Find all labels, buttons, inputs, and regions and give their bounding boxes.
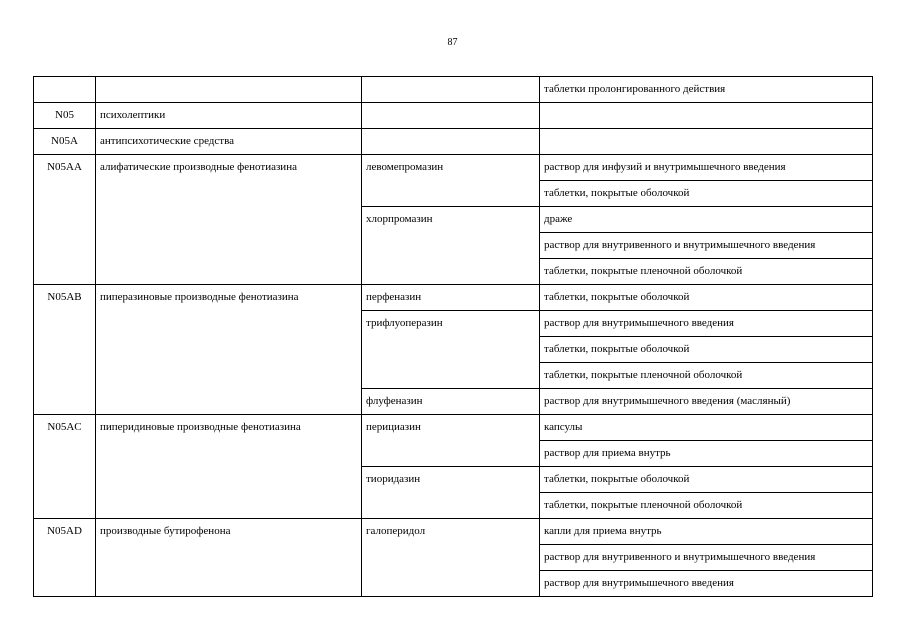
table-row	[34, 129, 873, 155]
dosage-form-cell	[540, 129, 873, 155]
group-name-cell: пиперазиновые производные фенотиазина	[96, 285, 362, 415]
table-row	[34, 155, 873, 181]
dosage-form-cell: раствор для внутримышечного введения	[540, 311, 873, 337]
dosage-form-cell: таблетки, покрытые пленочной оболочкой	[540, 259, 873, 285]
group-name-cell	[96, 77, 362, 103]
group-name-cell: алифатические производные фенотиазина	[96, 155, 362, 285]
drug-table	[33, 76, 873, 597]
dosage-form-cell: таблетки, покрытые пленочной оболочкой	[540, 493, 873, 519]
dosage-form-cell: таблетки, покрытые оболочкой	[540, 467, 873, 493]
atc-code-cell: N05AC	[34, 415, 96, 519]
dosage-form-cell: капли для приема внутрь	[540, 519, 873, 545]
drug-name-cell: тиоридазин	[362, 467, 540, 519]
drug-name-cell: левомепромазин	[362, 155, 540, 207]
table-row	[34, 103, 873, 129]
drug-name-cell: хлорпромазин	[362, 207, 540, 285]
page-number: 87	[447, 37, 458, 48]
group-name-cell: психолептики	[96, 103, 362, 129]
table-row	[34, 519, 873, 545]
drug-name-cell	[362, 77, 540, 103]
drug-name-cell: галоперидол	[362, 519, 540, 597]
dosage-form-cell: раствор для приема внутрь	[540, 441, 873, 467]
dosage-form-cell	[540, 103, 873, 129]
group-name-cell: пиперидиновые производные фенотиазина	[96, 415, 362, 519]
drug-name-cell: перициазин	[362, 415, 540, 467]
dosage-form-cell: раствор для внутримышечного введения (масляный)	[540, 389, 873, 415]
atc-code-cell: N05AD	[34, 519, 96, 597]
group-name-cell: антипсихотические средства	[96, 129, 362, 155]
table-row	[34, 285, 873, 311]
dosage-form-cell: таблетки пролонгированного действия	[540, 77, 873, 103]
dosage-form-cell: таблетки, покрытые оболочкой	[540, 285, 873, 311]
table-row	[34, 415, 873, 441]
drug-name-cell: флуфеназин	[362, 389, 540, 415]
atc-code-cell: N05AA	[34, 155, 96, 285]
drug-name-cell: трифлуоперазин	[362, 311, 540, 389]
dosage-form-cell: раствор для внутривенного и внутримышечного введения	[540, 545, 873, 571]
atc-code-cell: N05	[34, 103, 96, 129]
drug-name-cell: перфеназин	[362, 285, 540, 311]
drug-name-cell	[362, 103, 540, 129]
dosage-form-cell: раствор для внутривенного и внутримышечного введения	[540, 233, 873, 259]
atc-code-cell	[34, 77, 96, 103]
dosage-form-cell: капсулы	[540, 415, 873, 441]
atc-code-cell: N05A	[34, 129, 96, 155]
dosage-form-cell: таблетки, покрытые оболочкой	[540, 181, 873, 207]
group-name-cell: производные бутирофенона	[96, 519, 362, 597]
dosage-form-cell: раствор для инфузий и внутримышечного введения	[540, 155, 873, 181]
dosage-form-cell: таблетки, покрытые оболочкой	[540, 337, 873, 363]
dosage-form-cell: драже	[540, 207, 873, 233]
dosage-form-cell: раствор для внутримышечного введения	[540, 571, 873, 597]
table-row	[34, 77, 873, 103]
atc-code-cell: N05AB	[34, 285, 96, 415]
drug-name-cell	[362, 129, 540, 155]
dosage-form-cell: таблетки, покрытые пленочной оболочкой	[540, 363, 873, 389]
